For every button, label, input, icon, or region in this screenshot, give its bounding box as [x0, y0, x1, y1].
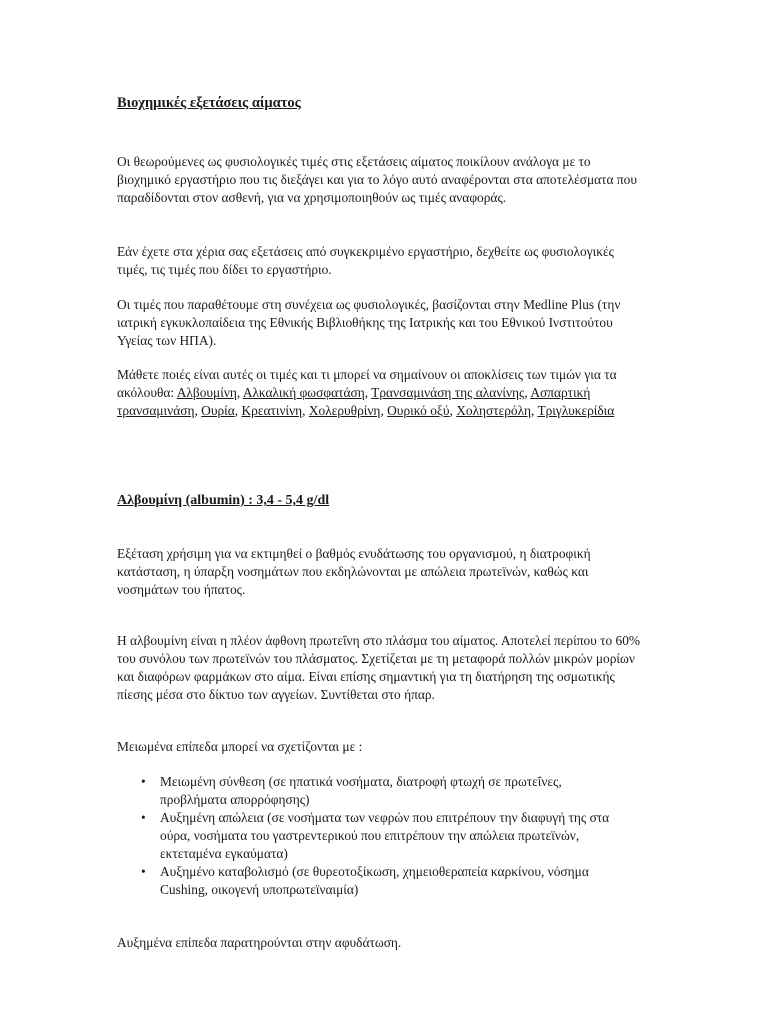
bullet-icon: • — [141, 774, 146, 789]
bullet-icon: • — [141, 864, 146, 879]
link-bilirubin[interactable]: Χολερυθρίνη — [308, 403, 381, 418]
link-urea[interactable]: Ουρία — [201, 403, 235, 418]
link-uric-acid[interactable]: Ουρικό οξύ — [387, 403, 450, 418]
albumin-paragraph-3: Μειωμένα επίπεδα μπορεί να σχετίζονται με : — [117, 739, 363, 754]
albumin-bullet-list — [117, 773, 617, 899]
intro-paragraph-4: Μάθετε ποιές είναι αυτές οι τιμές και τι μπορεί να σημαίνουν οι αποκλίσεις των τιμών για τα ακόλουθα: Αλβουμίνη, Αλκαλική φωσφατάση, Τρανσαμινάση της αλανίνης, Ασπαρτική τρανσαμινάση, Ουρία, Κρεατινίνη, Χολερυθρίνη, Ουρικό οξύ, Χοληστερόλη, Τριγλυκερίδια — [117, 367, 617, 418]
link-aspartate-transaminase[interactable]: Ασπαρτική τρανσαμινάση — [117, 385, 591, 418]
link-albumin[interactable]: Αλβουμίνη — [176, 385, 237, 400]
albumin-paragraph-4: Αυξημένα επίπεδα παρατηρούνται στην αφυδάτωση. — [117, 935, 402, 950]
intro-paragraph-2: Εάν έχετε στα χέρια σας εξετάσεις από συγκεκριμένο εργαστήριο, δεχθείτε ως φυσιολογικές τιμές, τις τιμές που δίδει το εργαστήριο. — [117, 244, 614, 277]
bullet-icon: • — [141, 810, 146, 825]
intro-paragraph-4-text: Μάθετε ποιές είναι αυτές οι τιμές και τι μπορεί να σημαίνουν οι αποκλίσεις των τιμών για τα ακόλουθα: — [117, 367, 617, 400]
link-cholesterol[interactable]: Χοληστερόλη — [456, 403, 531, 418]
list-item-text: Μειωμένη σύνθεση (σε ηπατικά νοσήματα, διατροφή φτωχή σε πρωτεΐνες, προβλήματα απορρόφησης) — [160, 774, 562, 807]
list-item — [117, 773, 617, 809]
list-item — [117, 809, 617, 863]
intro-paragraph-1: Οι θεωρούμενες ως φυσιολογικές τιμές στις εξετάσεις αίματος ποικίλουν ανάλογα με το βιοχημικό εργαστήριο που τις διεξάγει και για το λόγο αυτό αναφέρονται στα αποτελέσματα που παραδίδονται στον ασθενή, για να χρησιμοποιηθούν ως τιμές αναφοράς. — [117, 154, 637, 205]
link-alanine-transaminase[interactable]: Τρανσαμινάση της αλανίνης — [371, 385, 525, 400]
list-item-text: Αυξημένο καταβολισμό (σε θυρεοτοξίκωση, χημειοθεραπεία καρκίνου, νόσημα Cushing, οικογενή υποπρωτεϊναιμία) — [160, 864, 589, 897]
albumin-paragraph-2: Η αλβουμίνη είναι η πλέον άφθονη πρωτεΐνη στο πλάσμα του αίματος. Αποτελεί περίπου το 60% του συνόλου των πρωτεϊνών του πλάσματος. Σχετίζεται με τη μεταφορά πολλών μικρών μορίων και διαφόρων φαρμάκων στο αίμα. Είναι επίσης σημαντική για τη διατήρηση της οσμωτικής πίεσης μέσα στο δίκτυο των αγγείων. Συντίθεται στο ήπαρ. — [117, 633, 641, 702]
link-triglycerides[interactable]: Τριγλυκερίδια — [537, 403, 615, 418]
link-creatinine[interactable]: Κρεατινίνη — [241, 403, 303, 418]
page-title: Βιοχημικές εξετάσεις αίματος — [117, 95, 301, 111]
list-item-text: Αυξημένη απώλεια (σε νοσήματα των νεφρών που επιτρέπουν την διαφυγή της στα ούρα, νοσήματα του γαστρεντερικού που επιτρέπουν την απώλεια πρωτεϊνών, εκτεταμένα εγκαύματα) — [160, 810, 610, 861]
albumin-paragraph-1: Εξέταση χρήσιμη για να εκτιμηθεί ο βαθμός ενυδάτωσης του οργανισμού, η διατροφική κατάσταση, η ύπαρξη νοσημάτων που εκδηλώνονται με απώλεια πρωτεϊνών, καθώς και νοσημάτων του ήπατος. — [117, 546, 591, 597]
intro-paragraph-3: Οι τιμές που παραθέτουμε στη συνέχεια ως φυσιολογικές, βασίζονται στην Medline Plus (την ιατρική εγκυκλοπαίδεια της Εθνικής Βιβλιοθήκης της Ιατρικής και του Εθνικού Ινστιτούτου Υγείας των ΗΠΑ). — [117, 297, 621, 348]
albumin-heading: Αλβουμίνη (albumin) : 3,4 - 5,4 g/dl — [117, 493, 330, 508]
link-alkaline-phosphatase[interactable]: Αλκαλική φωσφατάση — [242, 385, 365, 400]
list-item — [117, 863, 617, 899]
